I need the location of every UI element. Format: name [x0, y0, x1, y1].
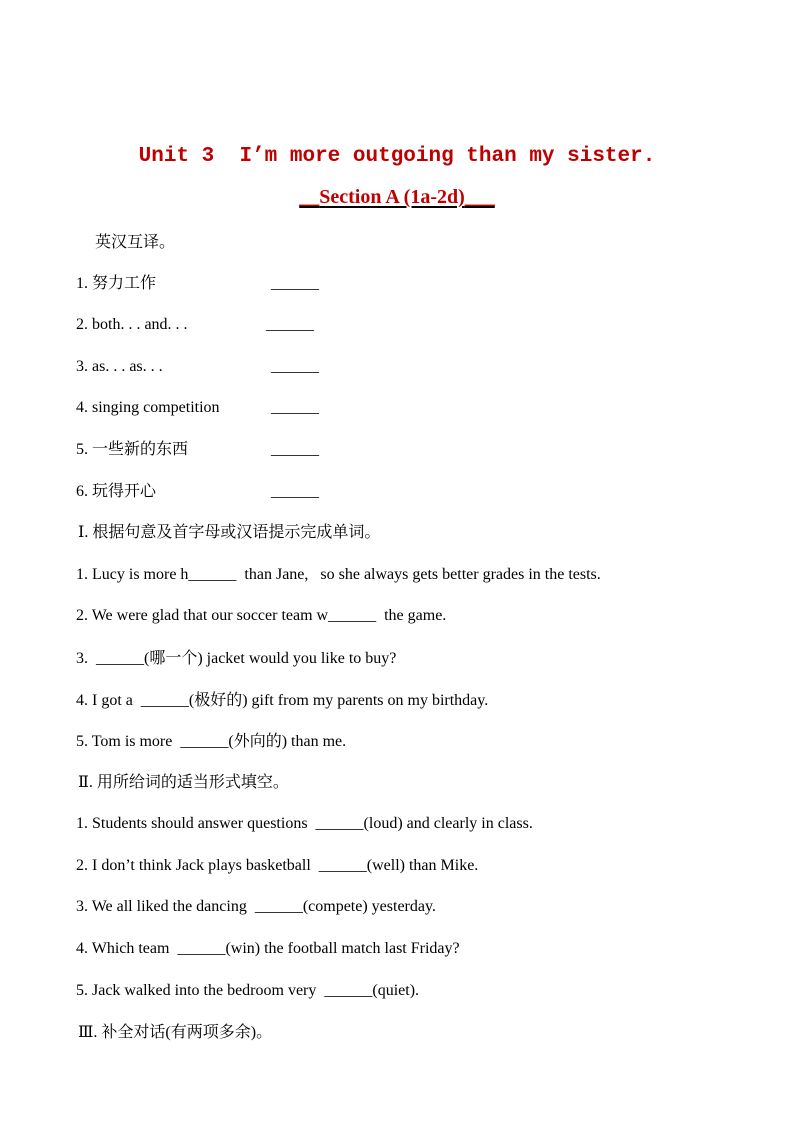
answer-blank[interactable]: ______	[271, 399, 319, 416]
translation-item: 3. as. . . as. . .	[76, 358, 163, 375]
answer-blank[interactable]: ______	[271, 441, 319, 458]
exercise-item: 3. We all liked the dancing ______(compete) yesterday.	[76, 898, 436, 915]
translation-item: 2. both. . . and. . .	[76, 316, 188, 333]
translation-item: 4. singing competition	[76, 399, 220, 416]
subtitle-right-underline: ___	[464, 186, 495, 208]
exercise-item: 4. Which team ______(win) the football match last Friday?	[76, 940, 460, 957]
translation-item: 5. 一些新的东西	[76, 441, 189, 458]
translation-item: 1. 努力工作	[76, 275, 157, 292]
exercise-item: 5. Jack walked into the bedroom very ______(quiet).	[76, 982, 420, 999]
exercise-item: 5. Tom is more ______(外向的) than me.	[76, 733, 347, 750]
answer-blank[interactable]: ______	[271, 358, 319, 375]
answer-blank[interactable]: ______	[266, 316, 314, 333]
exercise-item: 1. Lucy is more h______ than Jane, so she always gets better grades in the tests.	[76, 566, 601, 583]
section-1-heading: Ⅰ. 根据句意及首字母或汉语提示完成单词。	[78, 524, 381, 541]
exercise-item: 3. ______(哪一个) jacket would you like to buy?	[76, 650, 397, 667]
translation-intro: 英汉互译。	[95, 232, 176, 251]
section-3-heading: Ⅲ. 补全对话(有两项多余)。	[78, 1024, 273, 1041]
page-title: Unit 3 I’m more outgoing than my sister.	[138, 145, 656, 168]
translation-item: 6. 玩得开心	[76, 483, 157, 500]
subtitle-text: Section A (1a-2d)	[319, 186, 465, 208]
subtitle-left-underline: __	[299, 186, 320, 208]
section-subtitle	[0, 186, 794, 209]
section-2-heading: Ⅱ. 用所给词的适当形式填空。	[78, 774, 289, 791]
exercise-item: 1. Students should answer questions ______(loud) and clearly in class.	[76, 815, 533, 832]
exercise-item: 2. I don’t think Jack plays basketball ______(well) than Mike.	[76, 857, 479, 874]
answer-blank[interactable]: ______	[271, 275, 319, 292]
exercise-item: 4. I got a ______(极好的) gift from my parents on my birthday.	[76, 692, 489, 709]
answer-blank[interactable]: ______	[271, 483, 319, 500]
exercise-item: 2. We were glad that our soccer team w______ the game.	[76, 607, 447, 624]
